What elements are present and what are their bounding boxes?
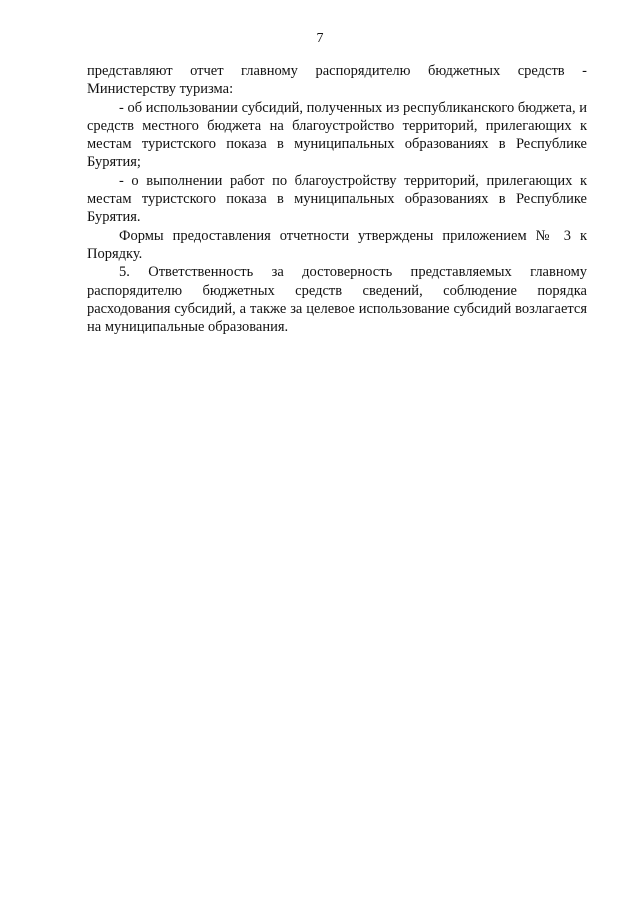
document-body	[87, 62, 587, 336]
paragraph-report-forms: Формы предоставления отчетности утверждены приложением № 3 к Порядку.	[87, 227, 587, 262]
paragraph-report-intro: представляют отчет главному распорядителю бюджетных средств - Министерству туризма:	[87, 63, 587, 98]
paragraph-responsibility: 5. Ответственность за достоверность представляемых главному распорядителю бюджетных средств сведений, соблюдение порядка расходования субсидий, а также за целевое использование субсидий возлагается на муниципальные образования.	[87, 264, 587, 336]
paragraph-subsidy-usage: - об использовании субсидий, полученных из республиканского бюджета, и средств местного бюджета на благоустройство территорий, прилегающих к местам туристского показа в муниципальных образованиях в Республике Бурятия;	[87, 99, 587, 171]
paragraph-works-completion: - о выполнении работ по благоустройству территорий, прилегающих к местам туристского показа в муниципальных образованиях в Республике Бурятия.	[87, 172, 587, 226]
page-number: 7	[316, 31, 324, 46]
